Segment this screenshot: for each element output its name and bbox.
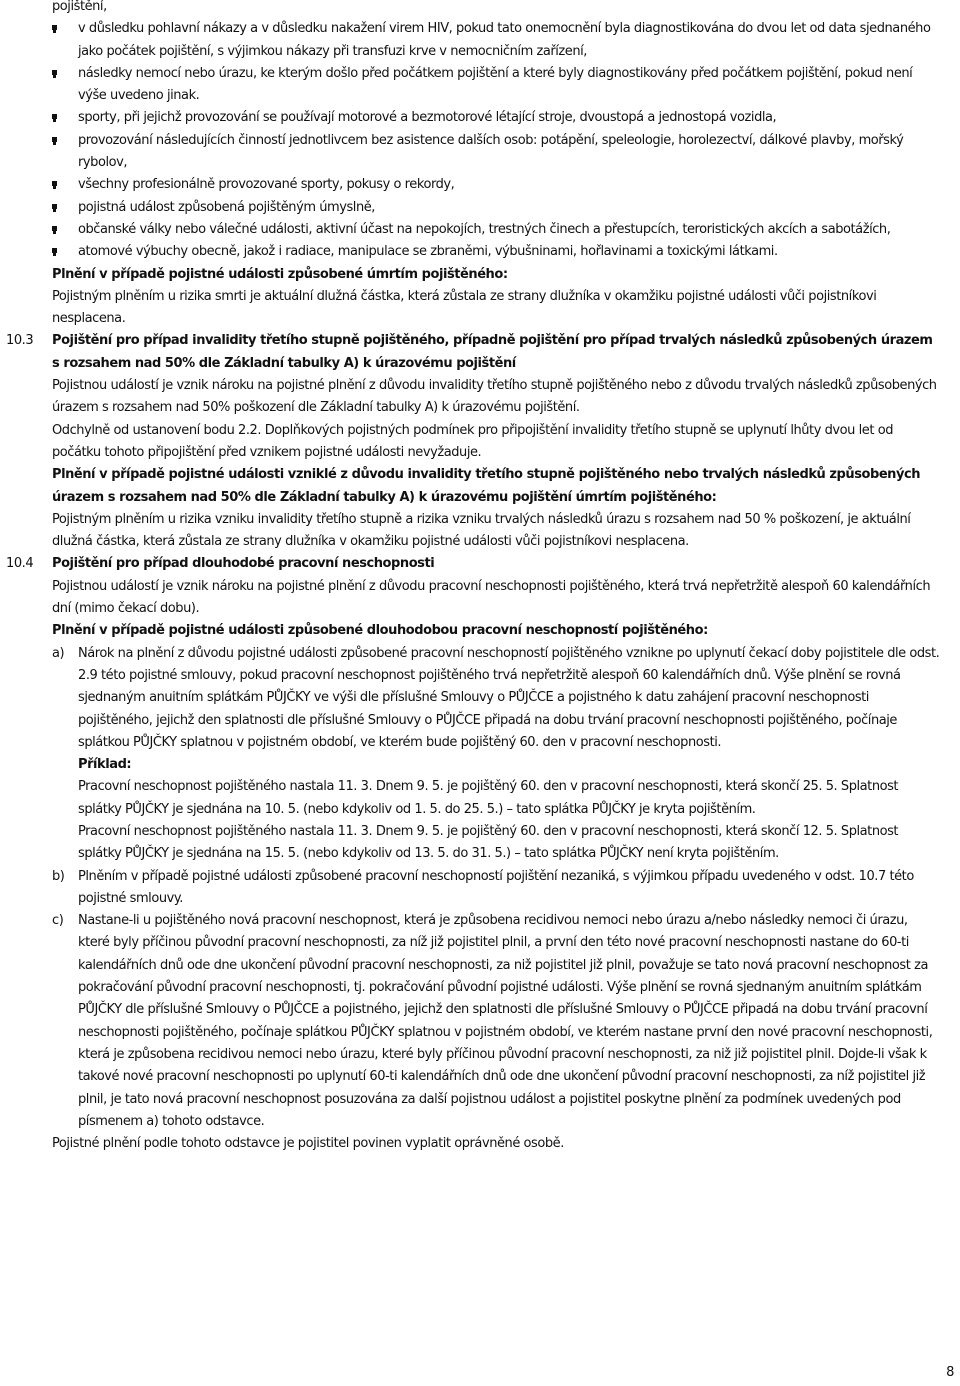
item-text: Plněním v případě pojistné události způsobené pracovní neschopností pojištění nezaniká, s výjimkou případu uvedeného v odst. 10.7 této pojistné smlouvy. — [78, 868, 914, 906]
paragraph: Odchylně od ustanovení bodu 2.2. Doplňkových pojistných podmínek pro připojištění invalidity třetího stupně se uplynutí lhůty dvou let od počátku tohoto připojištění před vznikem pojistné události nevyžaduje. — [52, 422, 893, 460]
bullet-icon — [52, 114, 57, 119]
bullet-icon — [52, 204, 57, 209]
section-title: Pojištění pro případ invalidity třetího stupně pojištěného, případně pojištění pro případ trvalých následků způsobených úrazem s rozsahem nad 50% dle Základní tabulky A) k úrazovému pojištění — [52, 333, 933, 371]
page-number: 8 — [946, 1365, 954, 1380]
list-item: občanské války nebo válečné události, aktivní účast na nepokojích, trestných činech a přestupcích, teroristických akcích a sabotážích, — [0, 219, 960, 241]
lettered-item-c — [0, 910, 960, 1133]
list-item: následky nemocí nebo úrazu, ke kterým došlo před počátkem pojištění a které byly diagnostikovány před počátkem pojištění, pokud není výše uvedeno jinak. — [0, 63, 960, 108]
example-paragraph: Pracovní neschopnost pojištěného nastala 11. 3. Dnem 9. 5. je pojištěný 60. den v pracovní neschopnosti, která skončí 12. 5. Splatnost splátky PŮJČKY je sjednána na 15. 5. (nebo kdykoliv od 13. 5. do 31. 5.) – tato splátka PŮJČKY není kryta pojištěním. — [78, 823, 899, 862]
list-item: atomové výbuchy obecně, jakož i radiace, manipulace se zbraněmi, výbušninami, hořlavinami a toxickými látkami. — [0, 241, 960, 263]
item-letter: b) — [52, 868, 65, 884]
heading-death-benefit: Plnění v případě pojistné události způsobené úmrtím pojištěného: — [52, 266, 508, 282]
item-text: Nastane-li u pojištěného nová pracovní neschopnost, která je způsobena recidivou nemoci nebo úrazu a/nebo následky nemoci či úrazu, které byly příčinou původní pracovní neschopnosti, za níž již pojistitel plnil, a první den této nové pracovní neschopnosti nastane do 60-ti kalendářních dnů ode dne ukončení původní pracovní neschopnosti, za niž pojistitel již plnil, považuje se tato nová pracovní neschopnost za pokračování původní pracovní neschopnosti, tj. pokračování původní pojistné události. Výše plnění se rovná sjednaným anuitním splátkám PŮJČKY dle příslušné Smlouvy o PŮJČCE a pojistného, jejichž den splatnosti dle příslušné Smlouvy o PŮJČCE připadá na dobu trvání pracovní neschopnosti pojištěného, počínaje splátkou PŮJČKY splatnou v pojistném období, ve kterém nastane první den nové pracovní neschopnosti, která je způsobena recidivou nemoci nebo úrazu, které byly příčinou původní pracovní neschopnosti, za niž již pojistitel plnil. Dojde-li však k takové nové pracovní neschopnosti po uplynutí 60-ti kalendářních dnů ode dne ukončení původní pracovní neschopnosti, za níž pojistitel již plnil, je tato nová pracovní neschopnost posuzována za další pojistnou událost a pojistitel poskytne plnění za podmínek uvedených pod písmenem a) tohoto odstavce. — [78, 913, 933, 1129]
subheading: Plnění v případě pojistné události způsobené dlouhodobou pracovní neschopností pojištěného: — [52, 623, 708, 639]
list-item: všechny profesionálně provozované sporty, pokusy o rekordy, — [0, 174, 960, 196]
bullet-icon — [52, 226, 57, 231]
bullet-icon — [52, 137, 57, 142]
lettered-item-b — [0, 866, 960, 911]
lettered-item-a — [0, 643, 960, 754]
list-item: sporty, při jejichž provozování se používají motorové a bezmotorové létající stroje, dvoustopá a jednostopá vozidla, — [0, 107, 960, 129]
paragraph-death-benefit: Pojistným plněním u rizika smrti je aktuální dlužná částka, která zůstala ze strany dlužníka v okamžiku pojistné události vůči pojistníkovi nesplacena. — [52, 288, 877, 327]
list-item: v důsledku pohlavní nákazy a v důsledku nakažení virem HIV, pokud tato onemocnění byla diagnostikována do dvou let od data sjednaného jako počátek pojištění, s výjimkou nákazy při transfuzi krve v nemocničním zařízení, — [0, 18, 960, 63]
bullet-icon — [52, 70, 57, 75]
section-number: 10.3 — [6, 333, 34, 349]
bullet-icon — [52, 248, 57, 253]
closing-paragraph: Pojistné plnění podle tohoto odstavce je pojistitel povinen vyplatit oprávněné osobě. — [52, 1136, 564, 1152]
bullet-icon — [52, 181, 57, 186]
example-label: Příklad: — [78, 757, 132, 773]
item-text: Nárok na plnění z důvodu pojistné události způsobené pracovní neschopností pojištěného vznikne po uplynutí čekací doby pojistitele dle odst. 2.9 této pojistné smlouvy, pokud pracovní neschopnost pojištěného trvá nepřetržitě alespoň 60 kalendářních dnů. Výše plnění se rovná sjednaným anuitním splátkám PŮJČKY ve výši dle příslušné Smlouvy o PŮJČCE a pojistného k datu zahájení pracovní neschopnosti pojištěného, jejichž den splatnosti dle příslušné Smlouvy o PŮJČCE připadá na dobu trvání pracovní neschopnosti pojištěného, počínaje splátkou PŮJČKY splatnou v pojistném období, ve kterém bude pojištěný 60. den v pracovní neschopnosti. — [78, 645, 940, 750]
example-paragraph: Pracovní neschopnost pojištěného nastala 11. 3. Dnem 9. 5. je pojištěný 60. den v pracovní neschopnosti, která skončí 25. 5. Splatnost splátky PŮJČKY je sjednána na 10. 5. (nebo kdykoliv od 1. 5. do 25. 5.) – tato splátka PŮJČKY je kryta pojištěním. — [78, 779, 899, 817]
section-title: Pojištění pro případ dlouhodobé pracovní neschopnosti — [52, 556, 435, 572]
section-10-3-heading — [0, 330, 960, 375]
bullet-icon — [52, 25, 57, 30]
list-item: provozování následujících činností jednotlivcem bez asistence dalších osob: potápění, speleologie, horolezectví, dálkové plavby, mořský rybolov, — [0, 130, 960, 175]
list-item: pojistná událost způsobená pojištěným úmyslně, — [0, 197, 960, 219]
item-letter: a) — [52, 645, 65, 661]
subheading: Plnění v případě pojistné události vzniklé z důvodu invalidity třetího stupně pojištěného nebo trvalých následků způsobených úrazem s rozsahem nad 50% dle Základní tabulky A) k úrazovému pojištění úmrtím pojištěného: — [52, 467, 921, 505]
section-number: 10.4 — [6, 556, 34, 572]
line-fragment: pojištění, — [52, 0, 107, 14]
paragraph: Pojistnou událostí je vznik nároku na pojistné plnění z důvodu pracovní neschopnosti pojištěného, která trvá nepřetržitě alespoň 60 kalendářních dní (mimo čekací dobu). — [52, 578, 931, 617]
section-10-4-heading — [0, 553, 960, 575]
paragraph: Pojistnou událostí je vznik nároku na pojistné plnění z důvodu invalidity třetího stupně pojištěného nebo z důvodu trvalých následků způsobených úrazem s rozsahem nad 50% poškození dle Základní tabulky A) k úrazovému pojištění. — [52, 378, 937, 416]
paragraph: Pojistným plněním u rizika vzniku invalidity třetího stupně a rizika vzniku trvalých následků úrazu s rozsahem nad 50 % poškození, je aktuální dlužná částka, která zůstala ze strany dlužníka v okamžiku pojistné události vůči pojistníkovi nesplacena. — [52, 511, 911, 550]
item-letter: c) — [52, 913, 64, 929]
